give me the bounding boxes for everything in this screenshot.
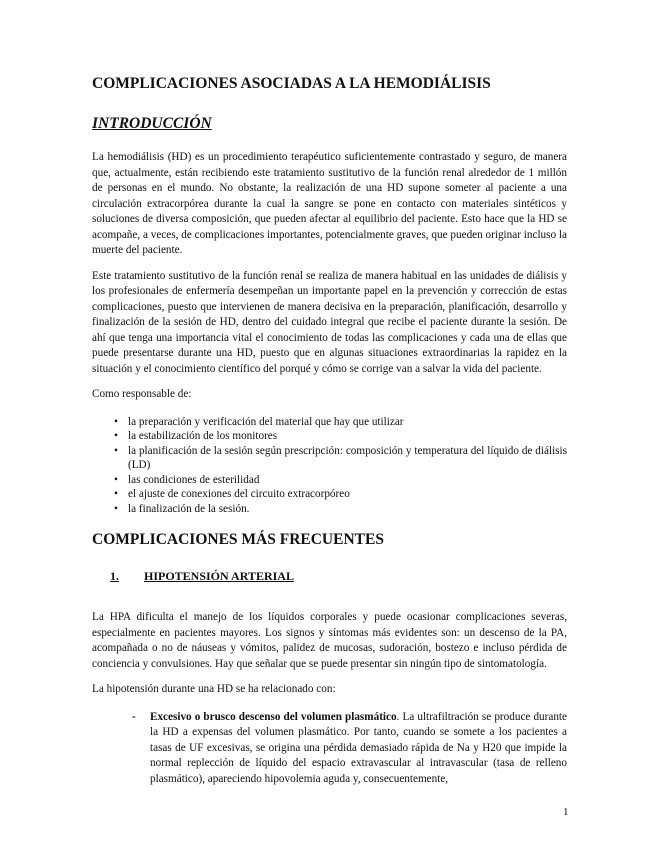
- list-item-text: la finalización de la sesión.: [128, 502, 250, 515]
- bullet-icon: •: [114, 488, 118, 500]
- responsibilities-list: [92, 415, 567, 517]
- list-item-text: las condiciones de esterilidad: [128, 473, 260, 486]
- dash-item-bold: Excesivo o brusco descenso del volumen plasmático: [150, 710, 397, 723]
- section-heading: COMPLICACIONES MÁS FRECUENTES: [92, 531, 384, 548]
- subsection-title: HIPOTENSIÓN ARTERIAL: [144, 569, 294, 583]
- page-number: 1: [563, 806, 569, 818]
- list-item: [92, 502, 567, 517]
- dash-item-body: . La ultrafiltración se produce durante la HD a expensas del volumen plasmático. Por tanto, cuando se somete a los pacientes a tasas de UF excesivas, se origina una pérdida demasiado rápida de Na y H20 que impide la normal replección de líquido del espacio extravascular al intravascular (tasa de relleno plasmático), apareciendo hipovolemia aguda y, consecuentemente,: [150, 710, 567, 785]
- list-item: [92, 415, 567, 430]
- subsection-number: 1.: [110, 569, 119, 583]
- list-item-text: la estabilización de los monitores: [128, 430, 278, 442]
- paragraph-hpa-1: La HPA dificulta el manejo de los líquidos corporales y puede ocasionar complicaciones severas, especialmente en pacientes mayores. Los signos y síntomas más evidentes son: un descenso de la PA, acompañada o no de náuseas y vómitos, palidez de mucosas, sudoración, bostezo e incluso pérdida de conciencia y convulsiones. Hay que señalar que se puede presentar sin ningún tipo de sintomatología.: [92, 611, 567, 670]
- bullet-icon: •: [114, 473, 118, 486]
- bullet-icon: •: [114, 415, 118, 428]
- bullet-icon: •: [114, 430, 118, 442]
- bullet-icon: •: [114, 502, 118, 515]
- paragraph-intro-1: La hemodiálisis (HD) es un procedimiento terapéutico suficientemente contrastado y seguro, de manera que, actualmente, están recibiendo este tratamiento sustitutivo de la función renal alrededor de 1 millón de personas en el mundo. No obstante, la realización de una HD supone someter al paciente a una circulación extracorpórea durante la cual la sangre se pone en contacto con materiales sintéticos y soluciones de diversa composición, que pueden afectar al equilibrio del paciente. Esto hace que la HD se acompañe, a veces, de complicaciones importantes, potencialmente graves, que pueden originar incluso la muerte del paciente.: [92, 151, 567, 256]
- dash-bullet: -: [132, 710, 136, 723]
- list-item-text: la planificación de la sesión según prescripción: composición y temperatura del líquido de diálisis (LD): [128, 444, 567, 471]
- paragraph-responsable: Como responsable de:: [92, 388, 192, 400]
- list-item: [92, 429, 567, 444]
- bullet-icon: •: [114, 444, 118, 457]
- paragraph-intro-2: Este tratamiento sustitutivo de la función renal se realiza de manera habitual en las unidades de diálisis y los profesionales de enfermería desempeñan un importante papel en la prevención y corrección de estas complicaciones, puesto que intervienen de manera decisiva en la preparación, planificación, desarrollo y finalización de la sesión de HD, dentro del cuidado integral que recibe el paciente durante la sesión. De ahí que tenga una importancia vital el conocimiento de todas las complicaciones y cada una de ellas que puede presentarse durante una HD, puesto que en algunas situaciones extraordinarias la rapidez en la situación y el conocimiento científico del porqué y cómo se corrige van a salvar la vida del paciente.: [92, 269, 567, 375]
- subsection-heading: [92, 568, 567, 584]
- document-title: COMPLICACIONES ASOCIADAS A LA HEMODIÁLISIS: [92, 75, 491, 92]
- list-item-text: la preparación y verificación del material que hay que utilizar: [128, 415, 404, 428]
- paragraph-hpa-2: La hipotensión durante una HD se ha relacionado con:: [92, 683, 336, 695]
- list-item: [92, 487, 567, 502]
- list-item-text: el ajuste de conexiones del circuito extracorpóreo: [128, 488, 350, 500]
- list-item: [92, 444, 567, 473]
- dash-list-item: [92, 710, 567, 788]
- intro-heading: INTRODUCCIÓN: [92, 115, 212, 132]
- list-item: [92, 473, 567, 488]
- document-page: [92, 74, 567, 787]
- dash-item-text: [150, 710, 567, 788]
